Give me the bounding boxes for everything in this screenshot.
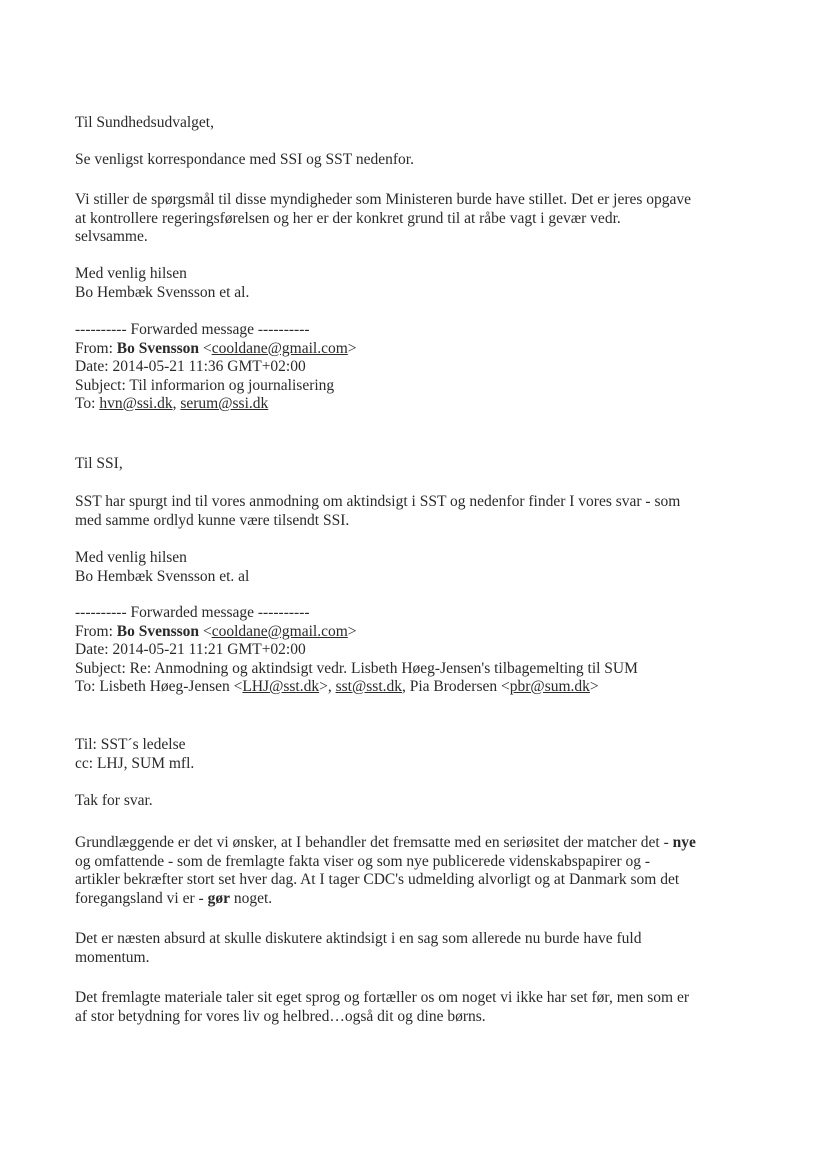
intro-paragraph: Se venligst korrespondance med SSI og SST nedenfor.	[75, 151, 414, 168]
forward-separator: ---------- Forwarded message ----------	[75, 604, 310, 621]
from-line: From: Bo Svensson <cooldane@gmail.com>	[75, 339, 357, 357]
main-paragraph	[75, 191, 755, 247]
paragraph-line: Grundlæggende er det vi ønsker, at I behandler det fremsatte med en seriøsitet der matcher det - nye	[75, 834, 696, 851]
to-line: To: Lisbeth Høeg-Jensen <LHJ@sst.dk>, sst@sst.dk, Pia Brodersen <pbr@sum.dk>	[75, 678, 599, 695]
closing: Med venlig hilsen	[75, 549, 187, 566]
to-email-link[interactable]: LHJ@sst.dk	[242, 678, 320, 695]
emphasis-gor: gør	[207, 889, 230, 907]
absurd-paragraph	[75, 930, 755, 967]
to-line: To: hvn@ssi.dk, serum@ssi.dk	[75, 395, 269, 412]
to-email-link[interactable]: hvn@ssi.dk	[99, 395, 173, 412]
request-paragraph	[75, 834, 755, 908]
to-email-link[interactable]: pbr@sum.dk	[509, 678, 590, 695]
subject-line: Subject: Til informarion og journalisering	[75, 376, 335, 394]
from-name: Bo Svensson	[116, 622, 200, 640]
salutation-sundhedsudvalget: Til Sundhedsudvalget,	[75, 114, 214, 131]
paragraph-line: af stor betydning for vores liv og helbred…også dit og dine børns.	[75, 1007, 486, 1025]
ssi-paragraph	[75, 493, 755, 530]
signature-block	[75, 549, 755, 586]
emphasis-nye: nye	[672, 834, 696, 851]
paragraph-line: SST har spurgt ind til vores anmodning om aktindsigt i SST og nedenfor finder I vores svar - som	[75, 493, 681, 510]
from-line: From: Bo Svensson <cooldane@gmail.com>	[75, 622, 357, 640]
recipient-name: Pia Brodersen	[409, 678, 498, 695]
to-email-link[interactable]: serum@ssi.dk	[180, 395, 269, 412]
paragraph-line: at kontrollere regeringsførelsen og her er der konkret grund til at råbe vagt i gevær vedr.	[75, 209, 621, 227]
subject-line: Subject: Re: Anmodning og aktindsigt vedr. Lisbeth Høeg-Jensen's tilbagemelting til SUM	[75, 659, 638, 677]
signature: Bo Hembæk Svensson et. al	[75, 567, 250, 585]
recipient-name: Lisbeth Høeg-Jensen	[99, 678, 230, 695]
recipient-block	[75, 736, 755, 773]
date-line: Date: 2014-05-21 11:21 GMT+02:00	[75, 641, 306, 658]
forwarded-header-2	[75, 604, 755, 697]
date-line: Date: 2014-05-21 11:36 GMT+02:00	[75, 358, 306, 375]
closing: Med venlig hilsen	[75, 265, 187, 282]
paragraph-line: Det er næsten absurd at skulle diskutere aktindsigt i en sag som allerede nu burde have fuld	[75, 930, 642, 947]
to-line: Til: SST´s ledelse	[75, 736, 186, 753]
forwarded-header-1	[75, 321, 755, 414]
signature: Bo Hembæk Svensson et al.	[75, 283, 250, 301]
paragraph-line: med samme ordlyd kunne være tilsendt SSI.	[75, 511, 350, 529]
signature-block	[75, 265, 755, 302]
paragraph-line: foregangsland vi er - gør noget.	[75, 889, 273, 907]
paragraph-line: selvsamme.	[75, 228, 148, 245]
from-email-link[interactable]: cooldane@gmail.com	[211, 622, 348, 640]
paragraph-line: momentum.	[75, 948, 150, 966]
paragraph-line: og omfattende - som de fremlagte fakta viser og som nye publicerede videnskabspapirer og -	[75, 852, 651, 870]
from-name: Bo Svensson	[116, 339, 200, 357]
thanks-line: Tak for svar.	[75, 792, 153, 809]
material-paragraph	[75, 989, 755, 1026]
paragraph-line: Vi stiller de spørgsmål til disse myndigheder som Ministeren burde have stillet. Det er jeres opgave	[75, 191, 692, 208]
to-email-link[interactable]: sst@sst.dk	[335, 678, 402, 695]
paragraph-line: artikler bekræfter stort set hver dag. At I tager CDC's udmelding alvorligt og at Danmark som det	[75, 871, 680, 888]
salutation-ssi: Til SSI,	[75, 455, 123, 472]
from-email-link[interactable]: cooldane@gmail.com	[211, 339, 348, 357]
cc-line: cc: LHJ, SUM mfl.	[75, 754, 195, 772]
forward-separator: ---------- Forwarded message ----------	[75, 321, 310, 338]
paragraph-line: Det fremlagte materiale taler sit eget sprog og fortæller os om noget vi ikke har set før, men som er	[75, 989, 690, 1006]
